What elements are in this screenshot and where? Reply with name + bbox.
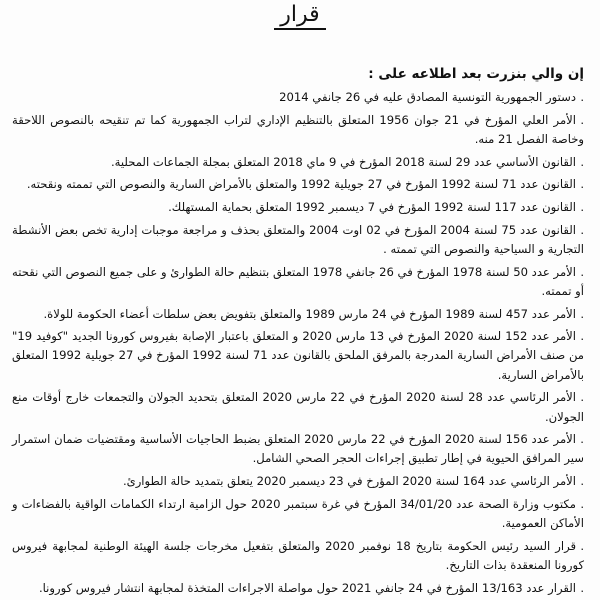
paragraph-item: .الأمر الرئاسي عدد 164 لسنة 2020 المؤرخ في 23 ديسمبر 2020 يتعلق بتمديد حالة الطوارئ. [122, 474, 584, 489]
paragraph-item: .دستور الجمهورية التونسية المصادق عليه في 26 جانفي 2014 [279, 90, 584, 104]
paragraph-item: .الأمر عدد 152 لسنة 2020 المؤرخ في 13 مارس 2020 و المتعلق باعتبار الإصابة بفيروس كورونا الجديد "كوفيد 19" من صنف الأمراض السارية المدرجة بالمرفق الملحق بالقانون عدد 71 لسنة 1992 المؤرخ في 27 جويلية 1992 المتعلق بالأمراض السارية. [12, 329, 584, 382]
document-title: قرار [0, 2, 600, 27]
document-body [12, 88, 584, 600]
paragraph-item: .قرار السيد رئيس الحكومة بتاريخ 18 نوفمبر 2020 والمتعلق بتفعيل مخرجات جلسة الهيئة الوطنية لمجابهة فيروس كورونا المنعقدة بذات التاريخ. [12, 538, 585, 572]
paragraph-item: .الأمر الرئاسي عدد 28 لسنة 2020 المؤرخ في 22 مارس 2020 المتعلق بتحديد الجولان والتجمعات خارج أوقات منع الجولان. [12, 390, 584, 424]
paragraph-item: .القانون عدد 75 لسنة 2004 المؤرخ في 02 اوت 2004 والمتعلق بحذف و مراجعة موجبات إدارية تخص بعض الأنشطة التجارية و السياحية والنصوص التي تممته . [12, 222, 584, 256]
paragraph-item: .الأمر عدد 50 لسنة 1978 المؤرخ في 26 جانفي 1978 المتعلق بتنظيم حالة الطوارئ و على جميع النصوص التي نقحته أو تممته. [12, 264, 584, 298]
paragraph-item: .الأمر العلي المؤرخ في 21 جوان 1956 المتعلق بالتنظيم الإداري لتراب الجمهورية كما تم تنقيحه بالنصوص اللاحقة وخاصة الفصل 21 منه. [12, 112, 584, 146]
paragraph-item: .القرار عدد 13/163 المؤرخ في 24 جانفي 2021 حول مواصلة الاجراءات المتخذة لمجابهة انتشار فيروس كورونا. [38, 580, 584, 595]
document-intro: إن والي بنزرت بعد اطلاعه على : [368, 66, 584, 82]
paragraph-item: .القانون الأساسي عدد 29 لسنة 2018 المؤرخ في 9 ماي 2018 المتعلق بمجلة الجماعات المحلية. [111, 154, 584, 169]
paragraph-item: .القانون عدد 71 لسنة 1992 المؤرخ في 27 جويلية 1992 والمتعلق بالأمراض السارية والنصوص التي تممته ونقحته. [26, 177, 584, 192]
paragraph-item: .الأمر عدد 156 لسنة 2020 المؤرخ في 22 مارس 2020 المتعلق بضبط الحاجيات الأساسية ومقتضيات ضمان استمرار سير المرافق الحيوية في إطار تطبيق إجراءات الحجر الصحي الشامل. [12, 432, 584, 466]
paragraph-item: .القانون عدد 117 لسنة 1992 المؤرخ في 7 ديسمبر 1992 المتعلق بحماية المستهلك. [168, 200, 584, 215]
paragraph-item: .الأمر عدد 457 لسنة 1989 المؤرخ في 24 مارس 1989 والمتعلق بتفويض بعض سلطات أعضاء الحكومة للولاة. [43, 306, 584, 321]
paragraph-item: .مكتوب وزارة الصحة عدد 34/01/20 المؤرخ في غرة سبتمبر 2020 حول الزامية ارتداء الكمامات الواقية بالفضاءات و الأماكن العمومية. [12, 496, 584, 531]
